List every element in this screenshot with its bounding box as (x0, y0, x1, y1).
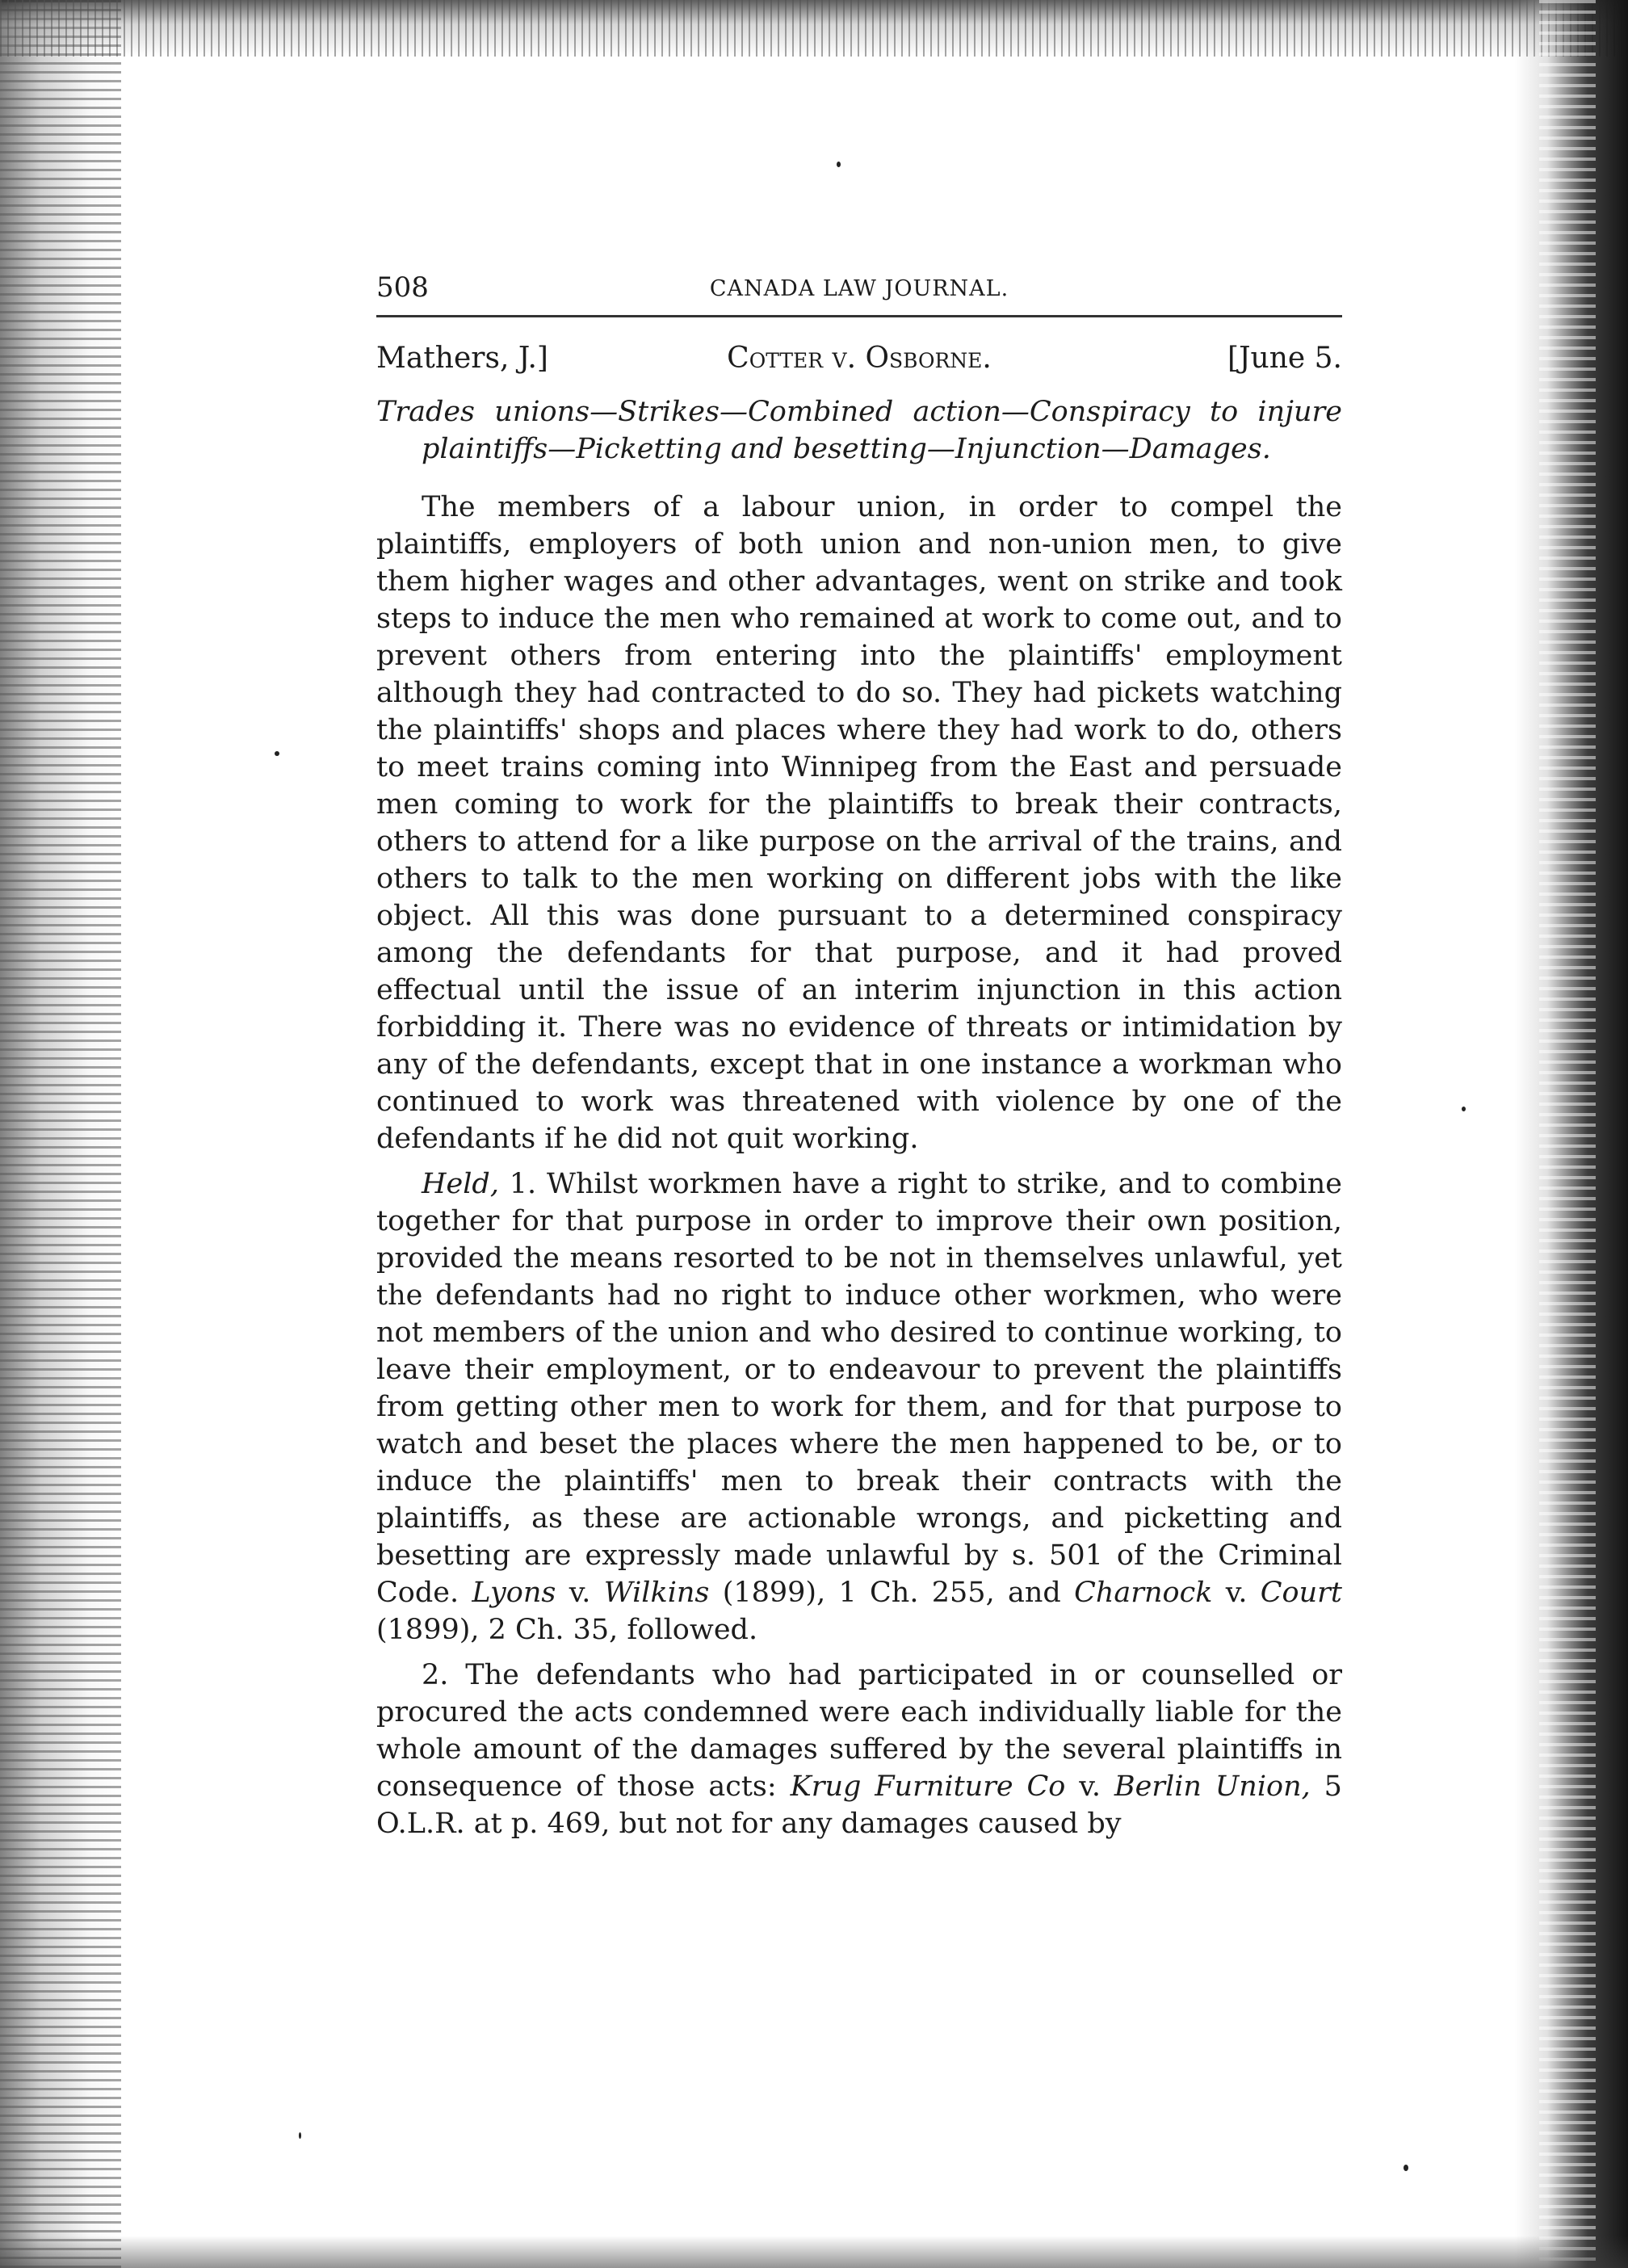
scan-speck (275, 751, 279, 756)
case-citation-party: Charnock (1074, 1577, 1213, 1609)
held-text: 1. Whilst workmen have a right to strike, and to combine together for that purpose in order to improve their own position, provided the means resorted to be not in themselves unlawful, yet the defendants had no right to induce other workmen, who were not members of the union and who desired to continue working, to leave their employment, or to endeavour to prevent the plaintiffs from getting other men to work for them, and for that purpose to watch and beset the places where the men happened to be, or to induce the plaintiffs' men to break their contracts with the plaintiffs, as these are actionable wrongs, and picketting and besetting are expressly made unlawful by s. 501 of the Criminal Code. (376, 1168, 1342, 1609)
versus: v. (1079, 1770, 1101, 1803)
headnote-catchwords: Trades unions—Strikes—Combined action—Conspiracy to injure plaintiffs—Picketting and besetting—Injunction—Damages. (376, 396, 1342, 465)
citation-text: 5 O.L.R. at p. 469, but not for any damages caused by (376, 1770, 1342, 1840)
case-date: [June 5. (1227, 342, 1342, 375)
held-text: 2. The defendants who had participated in or counselled or procured the acts condemned were each individually liable for the whole amount of the damages suffered by the several plaintiffs in consequence of those acts: (376, 1659, 1342, 1803)
case-citation-party: Wilkins (603, 1577, 710, 1609)
scan-edge-top (0, 0, 1628, 57)
scan-speck (1404, 2165, 1408, 2171)
held-paragraph-2 (376, 1657, 1342, 1842)
versus: v. (569, 1577, 591, 1609)
scan-edge-bottom (0, 2236, 1628, 2268)
facts-paragraph: The members of a labour union, in order to compel the plaintiffs, employers of both union and non-union men, to give them higher wages and other advantages, went on strike and took steps to induce the men who remained at work to come out, and to prevent others from entering into the plaintiffs' employment although they had contracted to do so. They had pickets watching the plaintiffs' shops and places where they had work to do, others to meet trains coming into Winnipeg from the East and persuade men coming to work for the plaintiffs to break their contracts, others to attend for a like purpose on the arrival of the trains, and others to talk to the men working on different jobs with the like object. All this was done pursuant to a determined conspiracy among the defendants for that purpose, and it had proved effectual until the issue of an interim injunction in this action forbidding it. There was no evidence of threats or intimidation by any of the defendants, except that in one instance a workman who continued to work was threatened with violence by one of the defendants if he did not quit working. (376, 491, 1342, 1155)
page-number: 508 (376, 271, 429, 304)
case-citation-party: Berlin Union, (1114, 1770, 1311, 1803)
scan-edge-right-noise (1539, 0, 1596, 2268)
versus: v. (1225, 1577, 1248, 1609)
scan-speck (299, 2132, 301, 2139)
citation-text: (1899), 2 Ch. 35, followed. (376, 1614, 758, 1646)
case-title: Cotter v. Osborne. (727, 342, 992, 375)
held-paragraph-1 (376, 1166, 1342, 1648)
citation-text: (1899), 1 Ch. 255, and (722, 1577, 1061, 1609)
scan-speck (1462, 1107, 1466, 1111)
case-citation-party: Krug Furniture Co (790, 1770, 1066, 1803)
held-label: Held, (422, 1168, 499, 1200)
document-page (376, 267, 1342, 1842)
judge-name: Mathers, J.] (376, 342, 548, 375)
running-head (376, 267, 1342, 317)
case-citation-party: Lyons (472, 1577, 556, 1609)
journal-title: CANADA LAW JOURNAL. (709, 276, 1009, 301)
case-heading (376, 342, 1342, 387)
scan-edge-left (0, 0, 121, 2268)
case-citation-party: Court (1260, 1577, 1342, 1609)
scan-speck (837, 162, 841, 167)
